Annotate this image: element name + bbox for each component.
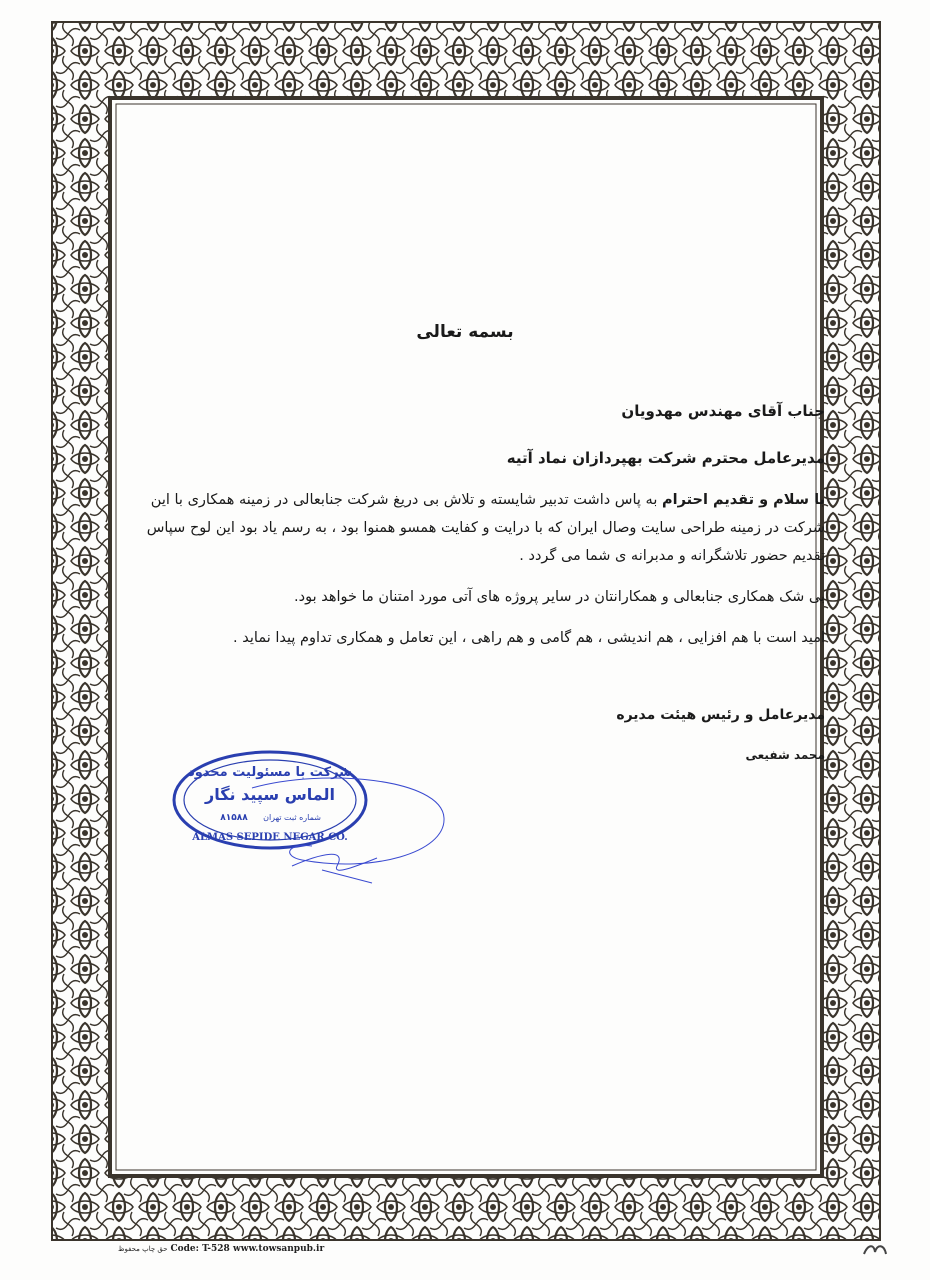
stamp-line-1: شرکت با مسئولیت محدود	[188, 765, 352, 780]
footer-code	[118, 1244, 324, 1254]
document-title: بسمه تعالی	[416, 322, 514, 342]
recipient-position: مدیرعامل محترم شرکت بهپردازان نماد آتیه	[506, 449, 825, 467]
stamp-line-2: الماس سپید نگار	[204, 785, 336, 804]
body-paragraph-2: بی شک همکاری جنابعالی و همکارانتان در سایر پروژه های آتی مورد امتنان ما خواهد بود.	[294, 589, 825, 605]
stamp-english: ALMAS SEPIDE NEGAR CO.	[192, 832, 348, 843]
body-paragraph-1	[135, 486, 825, 570]
publisher-logo-icon	[862, 1240, 888, 1258]
stamp-line-3: شماره ثبت تهران	[263, 813, 321, 822]
signer-title: مدیرعامل و رئیس هیئت مدیره	[616, 707, 825, 723]
footer-note: حق چاپ محفوظ	[118, 1245, 168, 1253]
footer-code-text: Code: T-528 www.towsanpub.ir	[170, 1244, 325, 1254]
body-paragraph-1-text: به پاس داشت تدبیر شایسته و تلاش بی دریغ شرکت جنابعالی در زمینه همکاری با این شرکت در زمینه طراحی سایت وصال ایران که با درایت و کفایت همسو همنوا بود ، به رسم یاد بود این لوح سپاس تقدیم حضور تلاشگرانه و مدبرانه ی شما می گردد .	[146, 492, 825, 564]
company-stamp	[172, 748, 462, 898]
body-paragraph-3: امید است با هم افزایی ، هم اندیشی ، هم گامی و هم راهی ، این تعامل و همکاری تداوم پیدا نماید .	[233, 630, 825, 646]
greeting: با سلام و تقدیم احترام	[661, 492, 825, 508]
signer-name: محمد شفیعی	[745, 748, 825, 762]
stamp-number: ۸۱۵۸۸	[220, 813, 248, 823]
publisher-logo	[862, 1240, 888, 1261]
recipient-name: جناب آقای مهندس مهدویان	[621, 402, 825, 420]
